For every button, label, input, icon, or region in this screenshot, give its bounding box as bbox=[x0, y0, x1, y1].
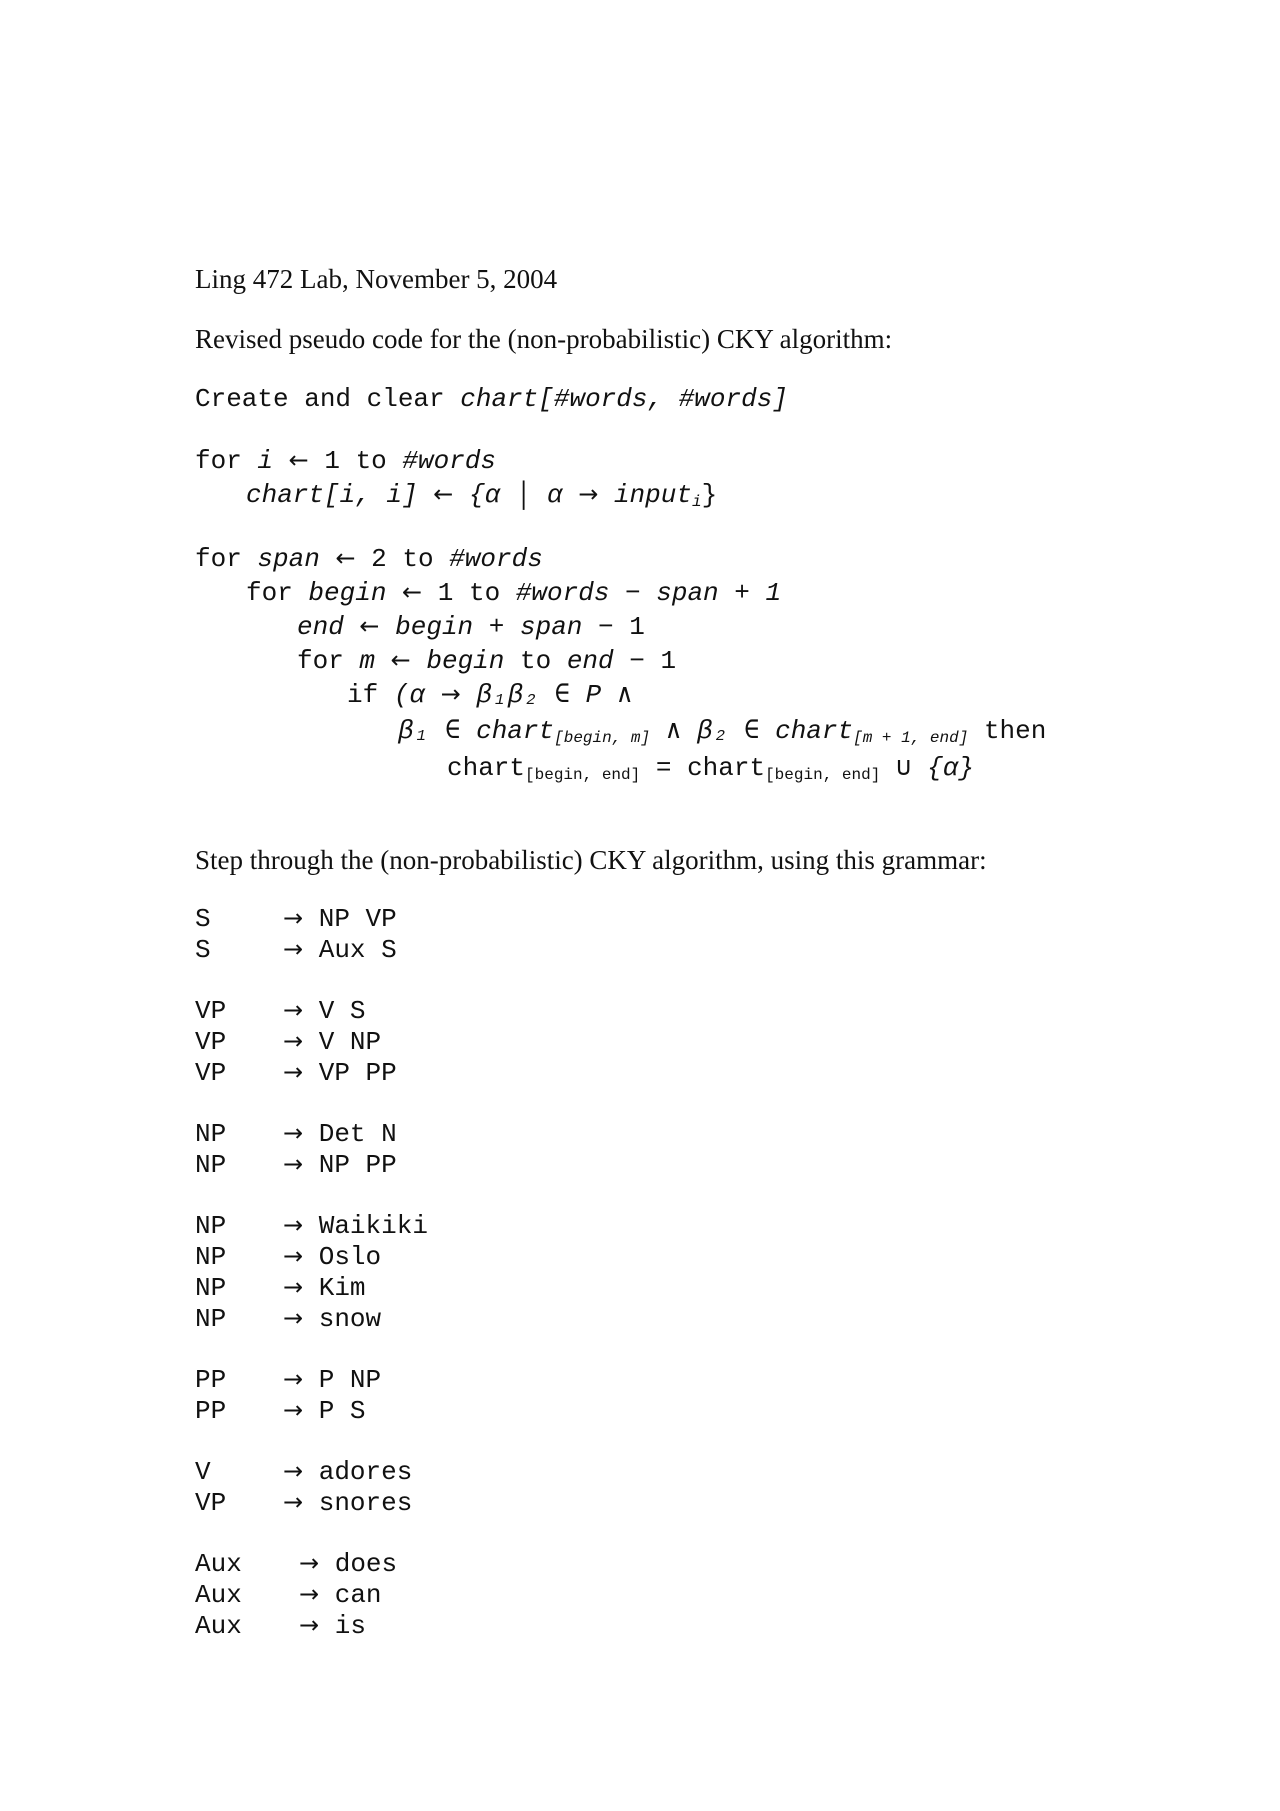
right-arrow-icon: → bbox=[283, 1119, 304, 1147]
pseudo-line-chart-init: chart[i, i] ← {α │ α → inputi} bbox=[246, 480, 718, 511]
pseudo-line-for-begin: for begin ← 1 to #words − span + 1 bbox=[246, 578, 782, 608]
pseudo-line-end: end ← begin + span − 1 bbox=[297, 612, 645, 642]
grammar-rule bbox=[195, 906, 397, 932]
rule-lhs: Aux bbox=[195, 1580, 242, 1610]
left-arrow-icon: ← bbox=[288, 446, 309, 474]
pseudo-line-for-i: for i ← 1 to #words bbox=[195, 446, 497, 476]
rule-rhs: adores bbox=[318, 1457, 413, 1487]
grammar-rule bbox=[195, 1490, 412, 1516]
right-arrow-icon: → bbox=[283, 904, 304, 932]
rule-lhs: PP bbox=[195, 1365, 227, 1395]
right-arrow-icon: → bbox=[283, 996, 304, 1024]
doc-title: Ling 472 Lab, November 5, 2004 bbox=[195, 264, 558, 294]
left-arrow-icon: ← bbox=[433, 480, 454, 508]
rule-rhs: Waikiki bbox=[318, 1211, 428, 1241]
grammar-rule bbox=[195, 1121, 397, 1147]
rule-lhs: V bbox=[195, 1457, 211, 1487]
left-arrow-icon: ← bbox=[335, 544, 356, 572]
grammar-rule bbox=[195, 1275, 366, 1301]
right-arrow-icon: → bbox=[283, 1396, 304, 1424]
right-arrow-icon: → bbox=[578, 480, 599, 508]
rule-rhs: does bbox=[334, 1549, 398, 1579]
rule-rhs: P NP bbox=[318, 1365, 382, 1395]
grammar-rule bbox=[195, 1060, 397, 1086]
intro-text: Revised pseudo code for the (non-probabilistic) CKY algorithm: bbox=[195, 324, 893, 354]
grammar-rule bbox=[195, 1613, 366, 1639]
right-arrow-icon: → bbox=[283, 1211, 304, 1239]
pseudo-line-if: if (α → β₁β₂ ∈ P ∧ bbox=[347, 680, 633, 710]
right-arrow-icon: → bbox=[299, 1549, 320, 1577]
rule-rhs: P S bbox=[318, 1396, 366, 1426]
rule-rhs: Oslo bbox=[318, 1242, 382, 1272]
rule-rhs: can bbox=[334, 1580, 382, 1610]
rule-rhs: is bbox=[334, 1611, 366, 1641]
pseudo-line-condition: β₁ ∈ chart[begin, m] ∧ β₂ ∈ chart[m + 1, end] then bbox=[398, 716, 1047, 747]
right-arrow-icon: → bbox=[283, 1488, 304, 1516]
rule-rhs: Kim bbox=[318, 1273, 366, 1303]
rule-rhs: VP PP bbox=[318, 1058, 397, 1088]
rule-lhs: NP bbox=[195, 1273, 227, 1303]
grammar-rule bbox=[195, 998, 366, 1024]
rule-lhs: PP bbox=[195, 1396, 227, 1426]
right-arrow-icon: → bbox=[283, 1273, 304, 1301]
right-arrow-icon: → bbox=[283, 1150, 304, 1178]
rule-lhs: NP bbox=[195, 1242, 227, 1272]
pseudo-line-for-span: for span ← 2 to #words bbox=[195, 544, 543, 574]
rule-rhs: V S bbox=[318, 996, 366, 1026]
left-arrow-icon: ← bbox=[402, 578, 423, 606]
pseudo-line-for-m: for m ← begin to end − 1 bbox=[297, 646, 677, 676]
grammar-rule bbox=[195, 1244, 381, 1270]
left-arrow-icon: ← bbox=[390, 646, 411, 674]
right-arrow-icon: → bbox=[299, 1580, 320, 1608]
rule-rhs: snores bbox=[318, 1488, 413, 1518]
grammar-rule bbox=[195, 937, 397, 963]
grammar-rule bbox=[195, 1582, 382, 1608]
pseudo-line-update: chart$_{[begin, end]}$ = chart$_{[begin, end]}$ ∪ {α} bbox=[447, 753, 974, 784]
rule-lhs: Aux bbox=[195, 1549, 242, 1579]
right-arrow-icon: → bbox=[440, 680, 461, 708]
grammar-rule bbox=[195, 1213, 428, 1239]
right-arrow-icon: → bbox=[283, 1365, 304, 1393]
grammar-rule bbox=[195, 1029, 381, 1055]
right-arrow-icon: → bbox=[283, 1457, 304, 1485]
right-arrow-icon: → bbox=[283, 1058, 304, 1086]
rule-lhs: VP bbox=[195, 1488, 227, 1518]
rule-lhs: Aux bbox=[195, 1611, 242, 1641]
rule-rhs: NP VP bbox=[318, 904, 397, 934]
rule-rhs: Det N bbox=[318, 1119, 397, 1149]
pseudo-line-create: Create and clear chart[#words, #words] bbox=[195, 384, 788, 414]
right-arrow-icon: → bbox=[283, 1242, 304, 1270]
rule-rhs: NP PP bbox=[318, 1150, 397, 1180]
rule-lhs: NP bbox=[195, 1150, 227, 1180]
rule-lhs: NP bbox=[195, 1304, 227, 1334]
grammar-rule bbox=[195, 1459, 412, 1485]
rule-lhs: NP bbox=[195, 1119, 227, 1149]
right-arrow-icon: → bbox=[283, 1027, 304, 1055]
rule-lhs: S bbox=[195, 904, 211, 934]
rule-lhs: VP bbox=[195, 996, 227, 1026]
rule-lhs: NP bbox=[195, 1211, 227, 1241]
right-arrow-icon: → bbox=[299, 1611, 320, 1639]
grammar-rule bbox=[195, 1306, 381, 1332]
grammar-rule bbox=[195, 1551, 397, 1577]
rule-lhs: S bbox=[195, 935, 211, 965]
right-arrow-icon: → bbox=[283, 935, 304, 963]
left-arrow-icon: ← bbox=[359, 612, 380, 640]
right-arrow-icon: → bbox=[283, 1304, 304, 1332]
step-instructions: Step through the (non-probabilistic) CKY algorithm, using this grammar: bbox=[195, 845, 987, 875]
grammar-rule bbox=[195, 1398, 366, 1424]
rule-lhs: VP bbox=[195, 1027, 227, 1057]
grammar-rule bbox=[195, 1367, 381, 1393]
rule-lhs: VP bbox=[195, 1058, 227, 1088]
rule-rhs: V NP bbox=[318, 1027, 382, 1057]
rule-rhs: snow bbox=[318, 1304, 382, 1334]
grammar-rule bbox=[195, 1152, 397, 1178]
rule-rhs: Aux S bbox=[318, 935, 397, 965]
